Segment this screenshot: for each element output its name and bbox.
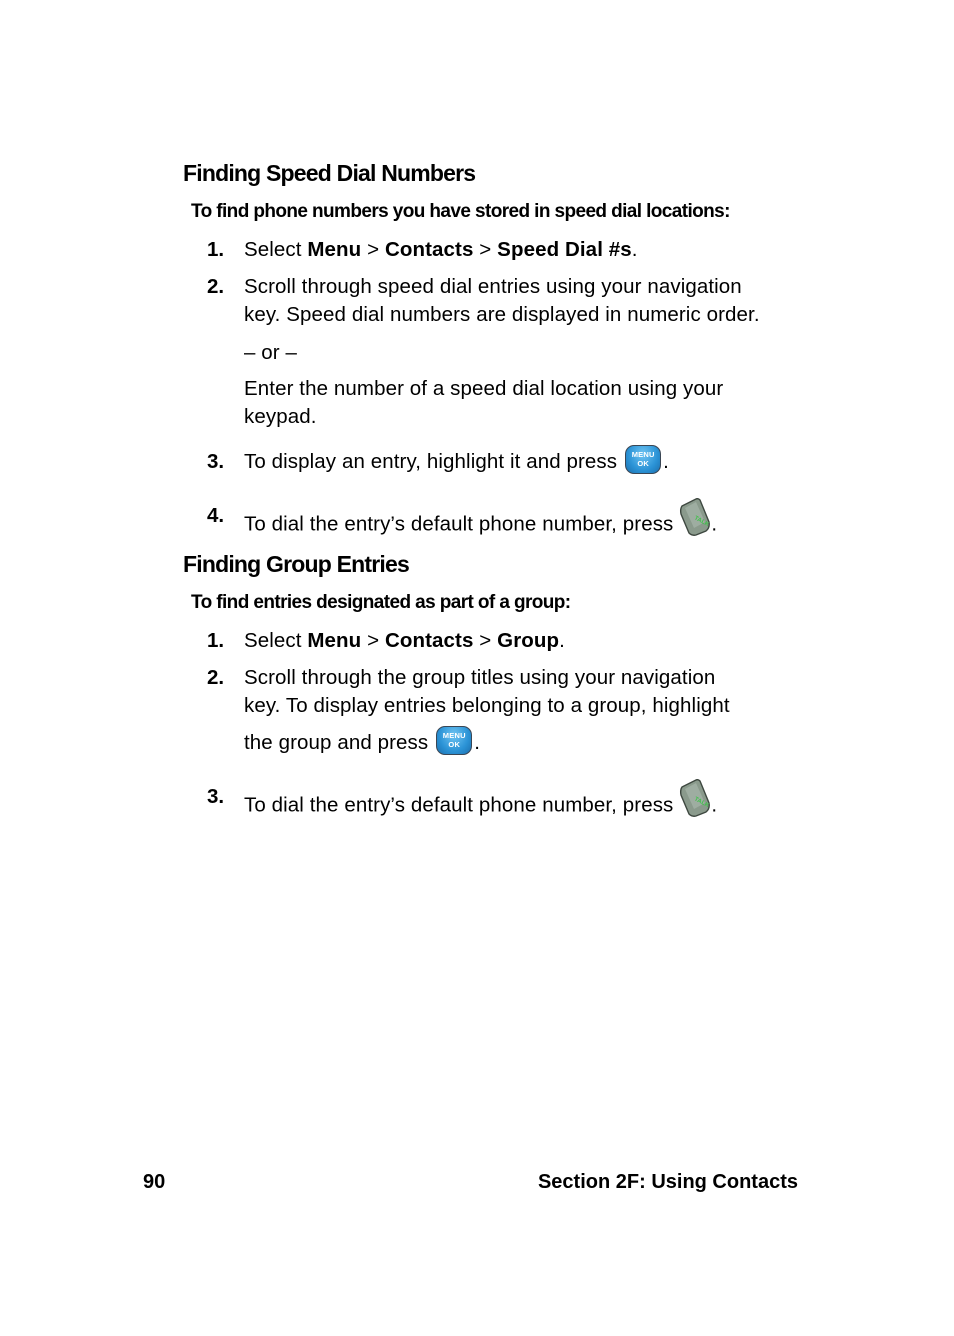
- step-text-dial-entry: To dial the entry’s default phone number, press TALK .: [244, 502, 717, 548]
- step-number: 1.: [207, 238, 225, 261]
- step-text-line: Scroll through the group titles using your navigation: [244, 666, 716, 689]
- page-number: 90: [143, 1171, 166, 1193]
- talk-key-icon: [679, 498, 711, 544]
- section-intro-group: To find entries designated as part of a group:: [191, 592, 571, 613]
- step-text-display-entry: To display an entry, highlight it and press MENU OK .: [244, 448, 669, 477]
- step-number: 2.: [207, 275, 225, 298]
- step-text-line: key. To display entries belonging to a group, highlight: [244, 694, 730, 717]
- contacts-term: Contacts: [384, 238, 474, 261]
- menu-ok-key-icon: MENU OK: [436, 726, 472, 755]
- menu-ok-key-icon: MENU OK: [625, 445, 661, 474]
- contacts-term: Contacts: [384, 629, 474, 652]
- step-text-group-press: the group and press MENU OK .: [244, 729, 480, 758]
- step-text-dial-entry: To dial the entry’s default phone number, press TALK .: [244, 783, 717, 829]
- step-text-select-speed-dial: Select Menu > Contacts > Speed Dial #s.: [244, 238, 638, 261]
- section-heading-speed-dial: Finding Speed Dial Numbers: [183, 160, 476, 186]
- footer-section-title: Section 2F: Using Contacts: [537, 1171, 798, 1193]
- section-heading-group-entries: Finding Group Entries: [183, 551, 409, 577]
- menu-term: Menu: [307, 629, 362, 652]
- step-text-line: Scroll through speed dial entries using your navigation: [244, 275, 742, 298]
- step-text-line: key. Speed dial numbers are displayed in numeric order.: [244, 303, 760, 326]
- talk-key-label: TALK: [693, 796, 711, 810]
- step-text-line: keypad.: [244, 405, 317, 428]
- step-number: 1.: [207, 629, 225, 652]
- speed-dial-term: Speed Dial #s: [497, 238, 632, 261]
- step-number: 3.: [207, 785, 225, 808]
- step-number: 4.: [207, 504, 225, 527]
- section-intro-speed-dial: To find phone numbers you have stored in speed dial locations:: [191, 201, 730, 222]
- talk-key-icon: [679, 779, 711, 825]
- step-text-select-group: Select Menu > Contacts > Group.: [244, 629, 565, 652]
- talk-key-label: TALK: [693, 515, 711, 529]
- menu-term: Menu: [307, 238, 362, 261]
- step-text-line: Enter the number of a speed dial location using your: [244, 377, 724, 400]
- group-term: Group: [497, 629, 560, 652]
- step-number: 3.: [207, 450, 225, 473]
- step-number: 2.: [207, 666, 225, 689]
- or-separator: – or –: [244, 341, 298, 364]
